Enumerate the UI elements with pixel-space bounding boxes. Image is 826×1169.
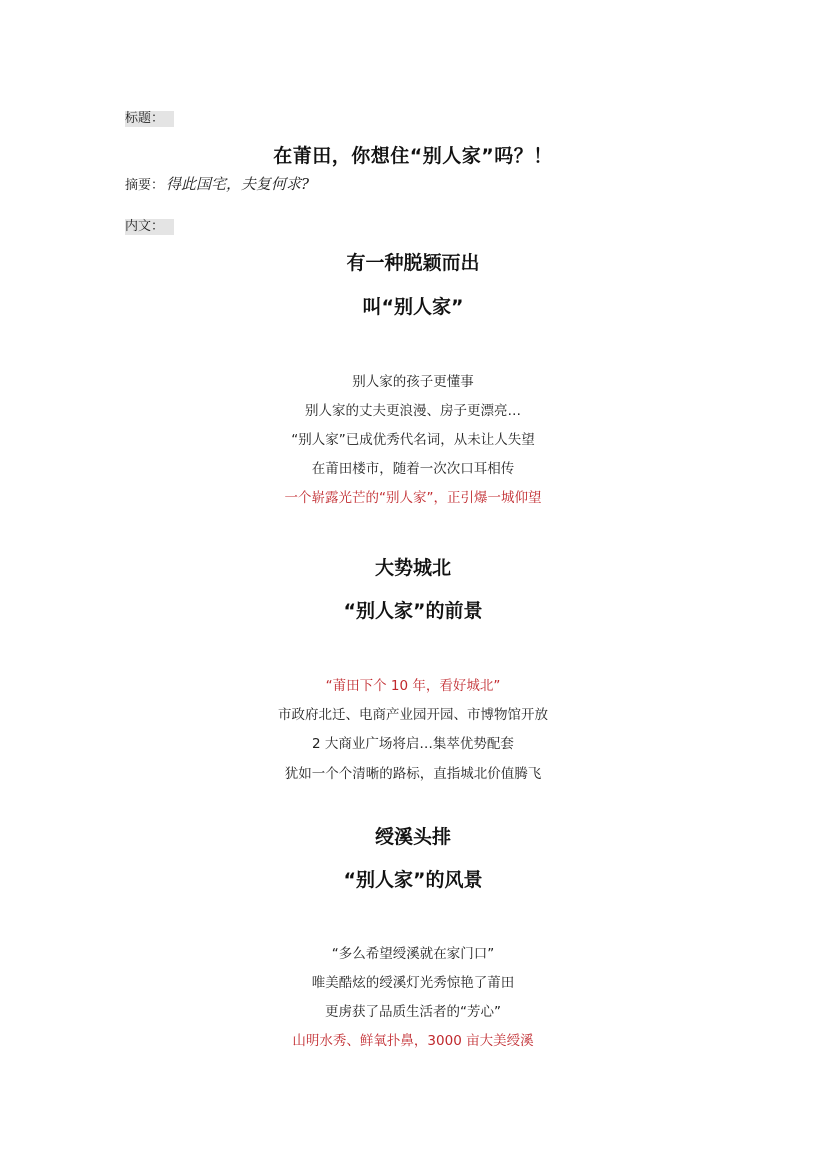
section-3-line-4: 山明水秀、鲜氧扑鼻，3000 亩大美绶溪 (292, 1033, 534, 1049)
section-1-line-4: 在莆田楼市，随着一次次口耳相传 (311, 461, 515, 477)
section-2-line-3: 2 大商业广场将启…集萃优势配套 (312, 736, 514, 752)
section-1-line-3: “别人家”已成优秀代名词，从未让人失望 (291, 432, 535, 448)
section-1-line-5: 一个崭露光芒的“别人家”，正引爆一城仰望 (284, 490, 542, 506)
section-1-line-1: 别人家的孩子更懂事 (352, 374, 474, 390)
abstract-text: 得此国宅，夫复何求? (166, 175, 310, 193)
section-2-line-1: “莆田下个 10 年，看好城北” (325, 678, 501, 694)
section-3-line-3: 更虏获了品质生活者的“芳心” (325, 1004, 501, 1020)
section-1-heading-2: 叫“别人家” (362, 296, 464, 318)
section-1-heading-1: 有一种脱颖而出 (346, 252, 480, 274)
abstract-label: 摘要： (125, 178, 165, 193)
document-title: 在莆田，你想住“别人家”吗？！ (273, 145, 553, 167)
section-1-line-2: 别人家的丈夫更浪漫、房子更漂亮… (305, 403, 521, 419)
section-2-heading-1: 大势城北 (374, 557, 451, 579)
section-3-line-2: 唯美酷炫的绶溪灯光秀惊艳了莆田 (311, 975, 515, 991)
section-2-line-2: 市政府北迁、电商产业园开园、市博物馆开放 (278, 707, 548, 723)
section-2-heading-2: “别人家”的前景 (343, 600, 483, 622)
section-3-heading-2: “别人家”的风景 (343, 869, 483, 891)
section-3-heading-1: 绶溪头排 (374, 826, 451, 848)
section-3-line-1: “多么希望绶溪就在家门口” (331, 946, 495, 962)
abstract-row (125, 175, 309, 195)
section-2-line-4: 犹如一个个清晰的路标，直指城北价值腾飞 (284, 766, 542, 782)
title-label: 标题： (125, 111, 174, 127)
body-label: 内文： (125, 219, 174, 235)
